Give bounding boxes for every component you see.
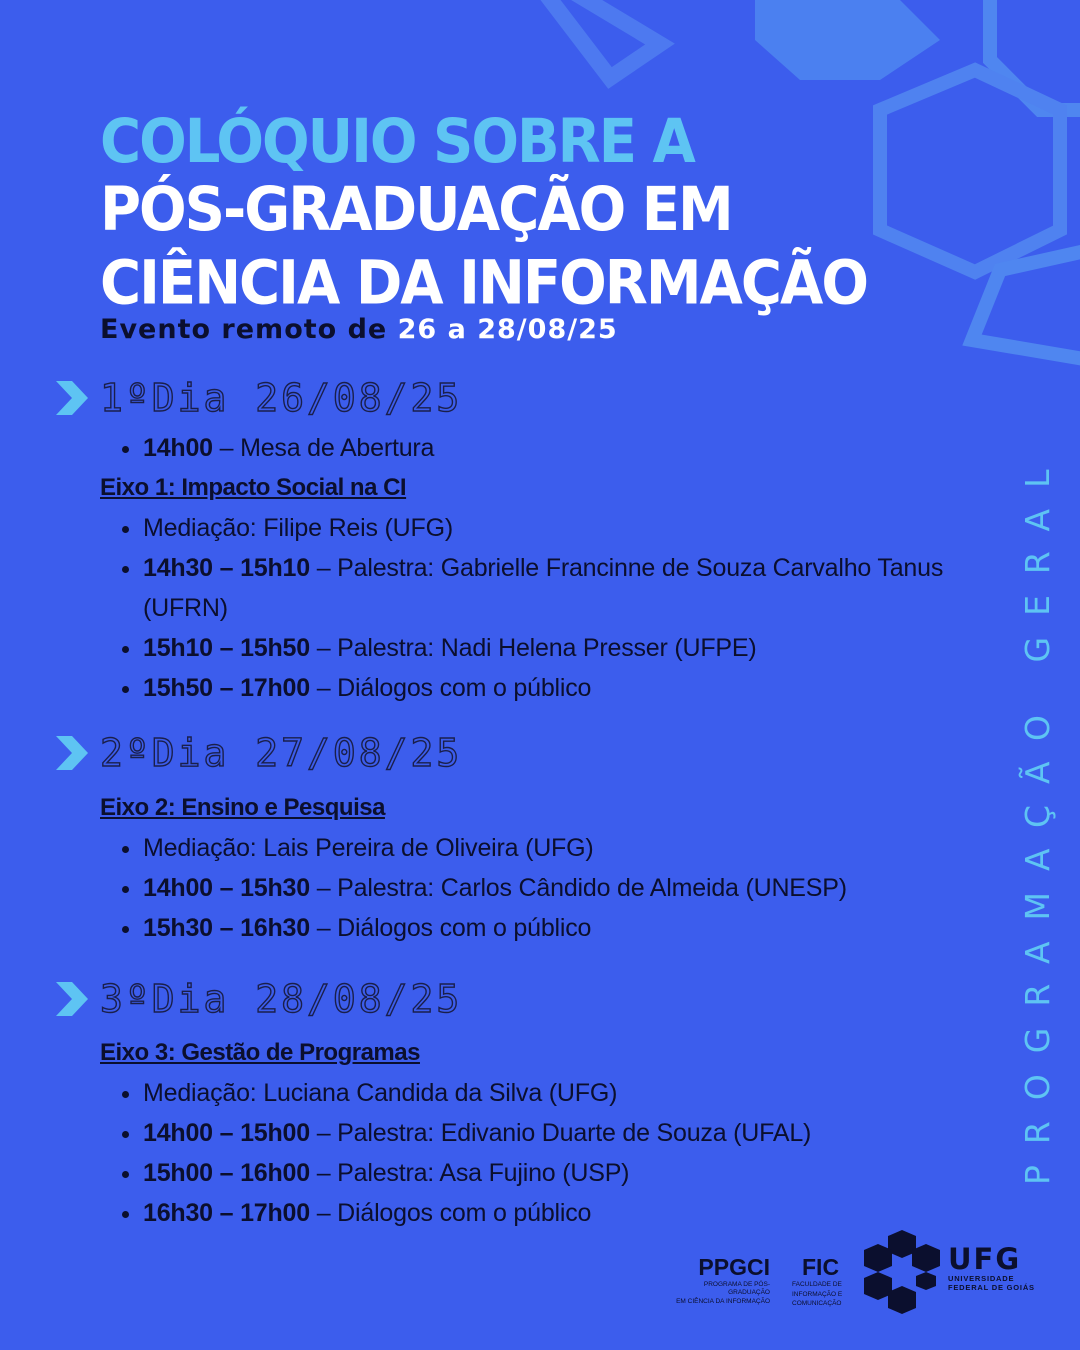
item-text: Mediação: Luciana Candida da Silva (UFG) [143,1079,618,1107]
item-text: – Diálogos com o público [309,1199,592,1227]
day-1-list [100,508,1023,708]
item-time: 14h00 [143,434,213,462]
day-1-label: 1ºDia 26/08/25 [100,376,463,420]
list-item [143,668,1023,708]
item-time: 15h50 – 17h00 [143,674,310,702]
list-item [143,428,1023,468]
item-text: – Diálogos com o público [309,914,592,942]
item-text: – Palestra: Nadi Helena Presser (UFPE) [309,634,757,662]
item-text: Mediação: Lais Pereira de Oliveira (UFG) [143,834,594,862]
side-label-programacao-geral: PROGRAMAÇÃO GERAL [1018,448,1057,1185]
item-text: – Palestra: Edivanio Duarte de Souza (UFAL) [309,1119,812,1147]
ufg-logo-text [948,1244,1035,1292]
ppgci-logo [670,1255,770,1306]
day-1-header [56,373,462,423]
list-item [143,1113,1023,1153]
event-subtitle [100,314,618,345]
item-text: – Diálogos com o público [309,674,592,702]
event-title-line-1: COLÓQUIO SOBRE A [100,106,694,178]
axis-2-title: Eixo 2: Ensino e Pesquisa [100,794,385,821]
item-text: – Palestra: Asa Fujino (USP) [309,1159,630,1187]
item-text: – Palestra: Gabrielle Francinne de Souza Carvalho Tanus (UFRN) [143,554,944,622]
item-time: 14h30 – 15h10 [143,554,310,582]
axis-3-title: Eixo 3: Gestão de Programas [100,1039,420,1066]
day-2-label: 2ºDia 27/08/25 [100,731,463,775]
fic-line-3: COMUNICAÇÃO [792,1300,842,1307]
list-item [143,1073,1023,1113]
ufg-line-1: UNIVERSIDADE [948,1274,1015,1283]
ppgci-line-2: EM CIÊNCIA DA INFORMAÇÃO [676,1298,770,1305]
list-item [143,828,1023,868]
axis-1-title: Eixo 1: Impacto Social na CI [100,474,407,501]
ufg-name: UFG [948,1242,1022,1276]
ufg-line-2: FEDERAL DE GOIÁS [948,1283,1035,1292]
ppgci-name: PPGCI [698,1254,770,1280]
day-3-header [56,974,462,1024]
event-title-line-2: PÓS-GRADUAÇÃO EM CIÊNCIA DA INFORMAÇÃO [100,175,867,319]
ppgci-line-1: PROGRAMA DE PÓS-GRADUAÇÃO [703,1281,770,1296]
item-text: Mediação: Filipe Reis (UFG) [143,514,453,542]
item-time: 15h10 – 15h50 [143,634,310,662]
day-2-header [56,728,462,778]
list-item [143,868,1023,908]
item-time: 15h00 – 16h00 [143,1159,310,1187]
chevron-right-icon [56,982,88,1016]
day-1-opening-list [100,428,1023,468]
fic-line-2: INFORMAÇÃO E [792,1290,843,1298]
fic-line-1: FACULDADE DE [792,1281,842,1288]
ufg-hexagon-logo-icon [862,1230,944,1314]
item-time: 16h30 – 17h00 [143,1199,310,1227]
list-item [143,628,1023,668]
item-time: 14h00 – 15h00 [143,1119,310,1147]
day-3-list [100,1073,1023,1233]
item-text: – Mesa de Abertura [212,434,435,462]
list-item [143,908,1023,948]
chevron-right-icon [56,381,88,415]
subtitle-dates: 26 a 28/08/25 [397,314,618,345]
item-time: 15h30 – 16h30 [143,914,310,942]
fic-logo [792,1255,848,1308]
day-2-list [100,828,1023,948]
item-text: – Palestra: Carlos Cândido de Almeida (UNESP) [309,874,847,902]
day-3-label: 3ºDia 28/08/25 [100,977,463,1021]
list-item [143,548,1023,628]
list-item [143,508,1023,548]
subtitle-prefix: Evento remoto de [100,314,398,345]
list-item [143,1193,1023,1233]
item-time: 14h00 – 15h30 [143,874,310,902]
fic-name: FIC [802,1254,840,1280]
list-item [143,1153,1023,1193]
chevron-right-icon [56,736,88,770]
